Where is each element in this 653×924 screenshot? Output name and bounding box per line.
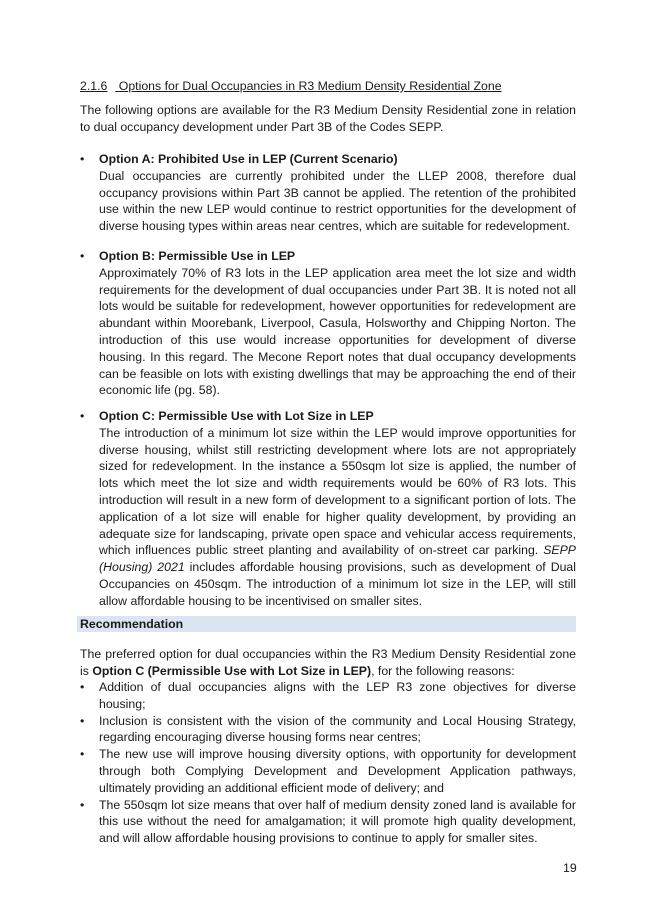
- list-item: [80, 746, 576, 796]
- option-b-title: Option B: Permissible Use in LEP: [99, 249, 296, 263]
- recommendation-intro-bold: Option C (Permissible Use with Lot Size in LEP): [92, 663, 372, 678]
- bullet-icon: •: [80, 713, 85, 728]
- option-b-body: Approximately 70% of R3 lots in the LEP application area meet the lot size and width requirements for the development of dual occupancies under Part 3B. It is noted not all lots would be suitable for redevelopment, however opportunities for redevelopment are abundant within Moorebank, Liverpool, Casula, Holsworthy and Chipping Norton. The introduction of this use would increase opportunities for development of diverse housing. In this regard. The Mecone Report notes that dual occupancy developments can be feasible on lots with existing dwellings that may be approaching the end of their economic life (pg. 58).: [99, 265, 576, 398]
- bullet-icon: •: [80, 680, 85, 694]
- page-number: 19: [563, 861, 577, 875]
- recommendation-intro: [80, 646, 576, 680]
- list-item: [80, 713, 576, 747]
- option-a: [80, 151, 576, 235]
- bullet-icon: •: [80, 249, 85, 263]
- bullet-icon: •: [80, 797, 85, 812]
- reason-text: The new use will improve housing diversity options, with opportunity for development through both Complying Development and Development Application pathways, ultimately providing an additional efficient mode of delivery; and: [99, 747, 576, 795]
- option-c-body-text: The introduction of a minimum lot size within the LEP would improve opportunities for diverse housing, whilst still restricting development where lots are not appropriately sized for redevelopment. In the instance a 550sqm lot size is applied, the number of lots which meet the lot size and width requirements would be 60% of R3 lots. This introduction will result in a new form of development to a significant portion of lots. The application of a lot size will enable for higher quality development, by providing an adequate size for landscaping, private open space and vehicular access requirements, which influences public street planting and availability of on-street car parking.: [99, 425, 576, 558]
- intro-paragraph: The following options are available for the R3 Medium Density Residential zone in relation to dual occupancy development under Part 3B of the Codes SEPP.: [80, 103, 576, 134]
- option-c-body-italic: SEPP (Housing) 2021: [99, 543, 576, 575]
- reason-text: The 550sqm lot size means that over half of medium density zoned land is available for this use without the need for amalgamation; it will promote high quality development, and will allow affordable housing provisions to continue to apply for smaller sites.: [99, 797, 576, 846]
- reason-text: Inclusion is consistent with the vision of the community and Local Housing Strategy, regarding encouraging diverse housing forms near centres;: [99, 713, 576, 745]
- list-item: [80, 679, 576, 713]
- recommendation-intro-end: , for the following reasons:: [371, 663, 515, 678]
- bullet-icon: •: [80, 409, 85, 423]
- list-item: [80, 797, 576, 847]
- section-number: 2.1.6: [80, 79, 108, 93]
- recommendation-heading: Recommendation: [80, 617, 184, 631]
- recommendation-intro-text: The preferred option for dual occupancies within the R3 Medium Density Residential zone is: [80, 647, 576, 678]
- recommendation-reasons-list: [80, 679, 576, 847]
- option-a-title: Option A: Prohibited Use in LEP (Current Scenario): [99, 152, 398, 166]
- option-c: [80, 408, 576, 610]
- reason-text: Addition of dual occupancies aligns with the LEP R3 zone objectives for diverse housing;: [99, 680, 576, 711]
- bullet-icon: •: [80, 152, 85, 166]
- option-c-title: Option C: Permissible Use with Lot Size in LEP: [99, 409, 374, 423]
- section-heading: [80, 79, 502, 93]
- option-b: [80, 248, 576, 399]
- bullet-icon: •: [80, 747, 85, 762]
- option-a-body: Dual occupancies are currently prohibited under the LLEP 2008, therefore dual occupancy provisions within Part 3B cannot be applied. The retention of the prohibited use within the new LEP would continue to restrict opportunities for the development of diverse housing types within areas near centres, which are suitable for redevelopment.: [99, 168, 576, 234]
- option-c-body: [99, 425, 576, 610]
- section-title: Options for Dual Occupancies in R3 Medium Density Residential Zone: [118, 79, 502, 93]
- option-c-body-text-end: includes affordable housing provisions, such as development of Dual Occupancies on 450sqm. The introduction of a minimum lot size in the LEP, will still allow affordable housing to be incentivised on smaller sites.: [99, 560, 576, 608]
